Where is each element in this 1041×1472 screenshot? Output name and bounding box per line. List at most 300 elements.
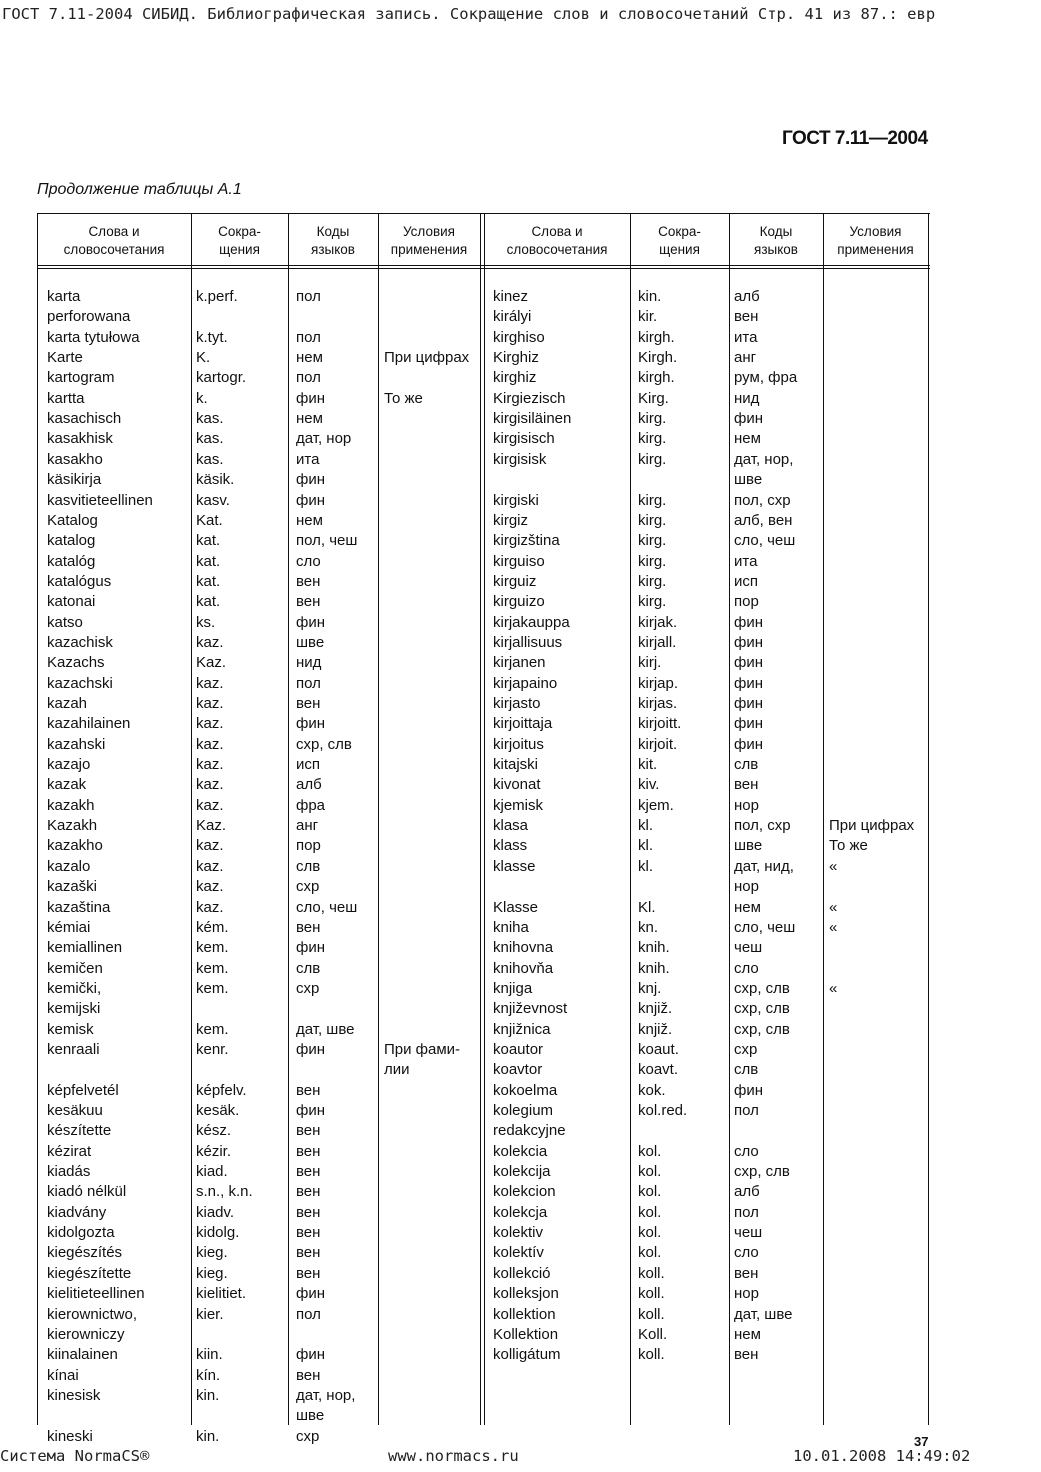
header-cond-right (823, 223, 928, 259)
right-lang-codes-cell: нор (734, 1285, 759, 1303)
left-term-cell: képfelvetél (47, 1081, 119, 1099)
header-cond-left (378, 223, 480, 259)
footer-website[interactable]: www.normacs.ru (388, 1447, 519, 1465)
right-term-cell: klasa (493, 817, 529, 835)
header-line: Коды (316, 224, 350, 239)
left-abbr-cell: kidolg. (196, 1224, 240, 1242)
right-lang-codes-cell: дат, шве (734, 1305, 793, 1323)
left-lang-codes-cell: вен (296, 1264, 321, 1282)
left-lang-codes-cell: шве (296, 1407, 325, 1425)
right-term-cell: koautor (493, 1040, 544, 1058)
left-lang-codes-cell: шве (296, 633, 325, 651)
header-line: словосочетания (506, 242, 608, 257)
left-term-cell: kenraali (47, 1040, 100, 1058)
right-term-cell: kolekcion (493, 1183, 556, 1201)
left-term-cell: kielitieteellinen (47, 1285, 145, 1303)
left-abbr-cell: kier. (196, 1305, 224, 1323)
left-condition-cell: При цифрах (384, 349, 470, 367)
right-lang-codes-cell: сло (734, 1142, 759, 1160)
left-term-cell: kiinalainen (47, 1346, 118, 1364)
left-term-cell: kiadó nélkül (47, 1183, 127, 1201)
right-lang-codes-cell: фин (734, 674, 764, 692)
left-term-cell: kazakh (47, 796, 95, 814)
right-abbr-cell: kirjoitt. (638, 715, 682, 733)
right-lang-codes-cell: ита (734, 328, 758, 346)
left-term-cell: kazahilainen (47, 715, 131, 733)
left-abbr-cell: kin. (196, 1427, 220, 1445)
left-abbr-cell: kaz. (196, 837, 224, 855)
left-lang-codes-cell: пол (296, 674, 321, 692)
left-term-cell: kartogram (47, 369, 115, 387)
right-abbr-cell: koavt. (638, 1061, 679, 1079)
left-lang-codes-cell: сло, чеш (296, 898, 358, 916)
right-term-cell: kokoelma (493, 1081, 558, 1099)
right-lang-codes-cell: алб, вен (734, 511, 793, 529)
right-term-cell: kolektiv (493, 1224, 544, 1242)
right-lang-codes-cell: вен (734, 776, 759, 794)
left-lang-codes-cell: вен (296, 1203, 321, 1221)
left-lang-codes-cell: нид (296, 654, 322, 672)
header-line: щения (219, 242, 260, 257)
right-abbr-cell: kok. (638, 1081, 666, 1099)
left-term-cell: kiegészítés (47, 1244, 123, 1262)
right-term-cell: kirjasto (493, 695, 541, 712)
header-line: применения (390, 242, 468, 257)
right-term-cell: klasse (493, 857, 536, 875)
header-lang-left (288, 223, 378, 259)
right-term-cell: kirjoittaja (493, 715, 553, 733)
left-term-cell: kazahski (47, 735, 106, 753)
right-lang-codes-cell: фин (734, 1081, 764, 1099)
left-abbr-cell: kiadv. (196, 1203, 235, 1221)
left-lang-codes-cell: пол (296, 369, 321, 387)
left-term-cell: kazachski (47, 674, 113, 692)
left-abbr-cell: kas. (196, 430, 224, 448)
right-lang-codes-cell: исп (734, 572, 759, 590)
left-abbr-cell: kem. (196, 939, 229, 957)
left-term-cell: kemiallinen (47, 939, 123, 957)
browser-title: ГОСТ 7.11-2004 СИБИД. Библиографическая запись. Сокращение слов и словосочетаний Стр. 41 из 87.: евр (2, 5, 936, 23)
left-term-cell: kazachisk (47, 633, 113, 651)
right-abbr-cell: Kirg. (638, 389, 669, 407)
header-line: языков (311, 242, 355, 257)
right-lang-codes-cell: шве (734, 471, 763, 489)
right-term-cell: kollekció (493, 1264, 551, 1282)
left-term-cell: Kazakh (47, 817, 98, 835)
right-abbr-cell: kirg. (638, 430, 667, 448)
left-abbr-cell: kat. (196, 572, 221, 590)
right-abbr-cell: kit. (638, 756, 658, 774)
left-lang-codes-cell: вен (296, 1183, 321, 1201)
right-lang-codes-cell: пор (734, 593, 759, 611)
header-line: словосочетания (63, 242, 165, 257)
right-abbr-cell: kin. (638, 288, 662, 305)
left-abbr-cell: k. (196, 389, 208, 407)
right-term-cell: kirjanen (493, 654, 546, 672)
left-term-cell: katalógus (47, 572, 112, 590)
left-term-cell: Katalog (47, 511, 98, 529)
left-abbr-cell: K. (196, 349, 211, 367)
left-lang-codes-cell: фин (296, 1346, 326, 1364)
right-abbr-cell: koll. (638, 1285, 665, 1303)
col-border-double (484, 213, 485, 1425)
right-abbr-cell: kl. (638, 817, 653, 835)
left-lang-codes-cell: фин (296, 939, 326, 957)
left-abbr-cell: kaz. (196, 776, 224, 794)
right-abbr-cell: kirg. (638, 410, 667, 428)
right-lang-codes-cell: нор (734, 878, 759, 896)
right-lang-codes-cell: слв (734, 756, 759, 774)
left-lang-codes-cell: пол (296, 288, 321, 305)
left-lang-codes-cell: вен (296, 1081, 321, 1099)
left-lang-codes-cell: нем (296, 410, 323, 428)
left-term-cell: kazaški (47, 878, 98, 896)
left-lang-codes-cell: схр, слв (296, 735, 352, 753)
right-lang-codes-cell: дат, нид, (734, 857, 794, 875)
header-line: Условия (403, 224, 455, 239)
left-lang-codes-cell: вен (296, 1366, 321, 1384)
right-lang-codes-cell: нид (734, 389, 760, 407)
left-term-cell: kemičen (47, 959, 103, 977)
right-abbr-cell: kirgh. (638, 369, 675, 387)
left-condition-cell: лии (384, 1061, 410, 1079)
right-lang-codes-cell: пол (734, 1102, 759, 1119)
right-condition-cell: « (829, 898, 838, 916)
left-term-cell: kiadás (47, 1163, 91, 1181)
right-term-cell: kirghiz (493, 369, 537, 387)
left-lang-codes-cell: фин (296, 1285, 326, 1303)
left-lang-codes-cell: пол, чеш (296, 532, 358, 550)
right-term-cell: kirgiz (493, 511, 529, 529)
right-condition-cell: « (829, 979, 838, 997)
right-term-cell: kolekcija (493, 1163, 551, 1181)
right-lang-codes-cell: нем (734, 430, 761, 448)
right-term-cell: knihovňa (493, 959, 554, 977)
left-abbr-cell: kaz. (196, 878, 224, 896)
left-abbr-cell: kaz. (196, 796, 224, 814)
right-term-cell: királyi (493, 308, 532, 326)
right-lang-codes-cell: дат, нор, (734, 450, 794, 468)
col-border (928, 213, 929, 1425)
right-term-cell: kolekcia (493, 1142, 548, 1160)
right-abbr-cell: koll. (638, 1264, 665, 1282)
left-abbr-cell: kaz. (196, 715, 224, 733)
left-lang-codes-cell: фин (296, 491, 326, 509)
left-lang-codes-cell: вен (296, 572, 321, 590)
right-abbr-cell: Kl. (638, 898, 656, 916)
right-term-cell: kirguiso (493, 552, 545, 570)
right-term-cell: Kirghiz (493, 349, 539, 367)
right-lang-codes-cell: схр, слв (734, 1020, 790, 1038)
right-lang-codes-cell: схр, слв (734, 1000, 790, 1018)
left-term-cell: készítette (47, 1122, 112, 1140)
left-abbr-cell: kaz. (196, 898, 224, 916)
left-term-cell: kazajo (47, 756, 91, 774)
left-abbr-cell: kartogr. (196, 369, 247, 387)
col-border-double (480, 213, 481, 1425)
left-lang-codes-cell: слв (296, 959, 321, 977)
right-abbr-cell: kol. (638, 1183, 662, 1201)
left-lang-codes-cell: вен (296, 1244, 321, 1262)
right-abbr-cell: knj. (638, 979, 662, 997)
right-lang-codes-cell: алб (734, 1183, 760, 1201)
right-lang-codes-cell: фин (734, 695, 764, 712)
left-term-cell: kierowniczy (47, 1325, 125, 1343)
left-lang-codes-cell: фин (296, 389, 326, 407)
header-abbr-right (630, 223, 729, 259)
right-abbr-cell: Kirgh. (638, 349, 678, 367)
right-lang-codes-cell: фин (734, 633, 764, 651)
right-term-cell: kivonat (493, 776, 541, 794)
left-abbr-cell: ks. (196, 613, 216, 631)
header-line: Условия (849, 224, 902, 239)
right-abbr-cell: kirg. (638, 593, 667, 611)
left-lang-codes-cell: фин (296, 1102, 326, 1119)
right-term-cell: kolegium (493, 1102, 554, 1119)
right-lang-codes-cell: фин (734, 735, 764, 753)
right-lang-codes-cell: вен (734, 1264, 759, 1282)
right-abbr-cell: kol. (638, 1163, 662, 1181)
right-term-cell: klass (493, 837, 528, 855)
right-term-cell: kirguiz (493, 572, 537, 590)
right-lang-codes-cell: фин (734, 654, 764, 672)
right-abbr-cell: kirg. (638, 450, 667, 468)
left-term-cell: kazaština (47, 898, 111, 916)
left-term-cell: kartta (47, 389, 85, 407)
right-abbr-cell: knih. (638, 939, 670, 957)
left-lang-codes-cell: анг (296, 817, 319, 835)
left-abbr-cell: kézir. (196, 1142, 232, 1160)
header-line: щения (659, 242, 700, 257)
right-abbr-cell: kol. (638, 1244, 662, 1262)
left-term-cell: Karte (47, 349, 83, 367)
left-abbr-cell: kín. (196, 1366, 221, 1384)
left-abbr-cell: k.perf. (196, 288, 238, 305)
left-lang-codes-cell: исп (296, 756, 321, 774)
right-term-cell: kirghiso (493, 328, 545, 346)
right-term-cell: kolleksjon (493, 1285, 559, 1303)
right-lang-codes-cell: сло, чеш (734, 532, 796, 550)
right-abbr-cell: kirg. (638, 532, 667, 550)
col-border (630, 213, 631, 1425)
left-abbr-cell: kin. (196, 1386, 220, 1404)
left-condition-cell: То же (384, 389, 423, 407)
header-abbr-left (191, 223, 288, 259)
right-term-cell: Kollektion (493, 1325, 559, 1343)
left-lang-codes-cell: вен (296, 1224, 321, 1242)
left-abbr-cell: kaz. (196, 756, 224, 774)
right-abbr-cell: kol. (638, 1203, 662, 1221)
left-abbr-cell: kaz. (196, 633, 224, 651)
left-abbr-cell: kat. (196, 593, 221, 611)
left-term-cell: katalóg (47, 552, 96, 570)
right-abbr-cell: kir. (638, 308, 658, 326)
right-term-cell: kolekcja (493, 1203, 548, 1221)
right-abbr-cell: kirjas. (638, 695, 678, 712)
right-lang-codes-cell: фин (734, 410, 764, 428)
right-abbr-cell: kirj. (638, 654, 662, 672)
left-lang-codes-cell: алб (296, 776, 322, 794)
header-line: Слова и (88, 224, 140, 239)
left-term-cell: käsikirja (47, 471, 102, 489)
left-lang-codes-cell: дат, нор (296, 430, 352, 448)
right-abbr-cell: knjiž. (638, 1020, 673, 1038)
header-lang-right (729, 223, 823, 259)
right-abbr-cell: kirg. (638, 552, 667, 570)
left-abbr-cell: kieg. (196, 1264, 228, 1282)
col-border (729, 213, 730, 1425)
left-lang-codes-cell: вен (296, 1142, 321, 1160)
right-term-cell: kirgiski (493, 491, 539, 509)
left-lang-codes-cell: фин (296, 471, 326, 489)
left-term-cell: kazah (47, 695, 88, 712)
right-term-cell: kjemisk (493, 796, 544, 814)
left-abbr-cell: kenr. (196, 1040, 229, 1058)
right-abbr-cell: kirg. (638, 572, 667, 590)
right-lang-codes-cell: фин (734, 613, 764, 631)
right-term-cell: Kirgiezisch (493, 389, 566, 407)
right-term-cell: koavtor (493, 1061, 543, 1079)
left-abbr-cell: kaz. (196, 674, 224, 692)
left-lang-codes-cell: фин (296, 715, 326, 733)
left-term-cell: kiadvány (47, 1203, 107, 1221)
left-abbr-cell: kat. (196, 532, 221, 550)
left-lang-codes-cell: фра (296, 796, 326, 814)
right-term-cell: kolligátum (493, 1346, 561, 1364)
right-abbr-cell: knih. (638, 959, 670, 977)
left-abbr-cell: k.tyt. (196, 328, 228, 346)
left-lang-codes-cell: сло (296, 552, 321, 570)
header-line: Сокра- (658, 224, 701, 239)
right-lang-codes-cell: шве (734, 837, 763, 855)
right-term-cell: kniha (493, 918, 529, 936)
left-term-cell: katso (47, 613, 83, 631)
col-border (191, 213, 192, 1425)
table-continuation-caption: Продолжение таблицы А.1 (37, 181, 242, 198)
right-abbr-cell: kirjak. (638, 613, 678, 631)
right-lang-codes-cell: пол, схр (734, 817, 791, 835)
left-abbr-cell: kat. (196, 552, 221, 570)
left-term-cell: kasakhisk (47, 430, 113, 448)
right-lang-codes-cell: алб (734, 288, 760, 305)
left-lang-codes-cell: слв (296, 857, 321, 875)
right-lang-codes-cell: нем (734, 1325, 761, 1343)
left-abbr-cell: kem. (196, 959, 229, 977)
left-term-cell: karta tytułowa (47, 328, 140, 346)
right-abbr-cell: kirjall. (638, 633, 677, 651)
col-border (288, 213, 289, 1425)
header-line: Коды (759, 224, 793, 239)
left-abbr-cell: kasv. (196, 491, 230, 509)
left-term-cell: kiegészítette (47, 1264, 132, 1282)
left-abbr-cell: käsik. (196, 471, 235, 489)
right-lang-codes-cell: схр (734, 1040, 758, 1058)
right-abbr-cell: koll. (638, 1346, 665, 1364)
header-line: применения (837, 242, 914, 257)
left-lang-codes-cell: вен (296, 918, 321, 936)
left-abbr-cell: képfelv. (196, 1081, 247, 1099)
right-term-cell: kirjapaino (493, 674, 558, 692)
right-abbr-cell: kirjoit. (638, 735, 678, 753)
header-words-left (37, 223, 191, 259)
header-words-right (484, 223, 630, 259)
right-abbr-cell: kol. (638, 1142, 662, 1160)
page-number: 37 (914, 1434, 929, 1449)
left-lang-codes-cell: ита (296, 450, 320, 468)
left-term-cell: perforowana (47, 308, 131, 326)
left-abbr-cell: kiin. (196, 1346, 223, 1364)
right-term-cell: kolektív (493, 1244, 544, 1262)
right-abbr-cell: kl. (638, 857, 653, 875)
right-lang-codes-cell: анг (734, 349, 757, 367)
right-term-cell: kirgisisk (493, 450, 547, 468)
right-lang-codes-cell: рум, фра (734, 369, 798, 387)
left-lang-codes-cell: дат, шве (296, 1020, 355, 1038)
right-term-cell: književnost (493, 1000, 568, 1018)
col-border (378, 213, 379, 1425)
left-term-cell: kínai (47, 1366, 79, 1384)
left-lang-codes-cell: дат, нор, (296, 1386, 356, 1404)
right-term-cell: redakcyjne (493, 1122, 566, 1140)
right-lang-codes-cell: ита (734, 552, 758, 570)
left-abbr-cell: Kat. (196, 511, 223, 529)
footer-datetime: 10.01.2008 14:49:02 (793, 1447, 971, 1465)
right-term-cell: kitajski (493, 756, 539, 774)
right-lang-codes-cell: нор (734, 796, 759, 814)
header-line: Сокра- (218, 224, 261, 239)
right-abbr-cell: kiv. (638, 776, 660, 794)
left-lang-codes-cell: вен (296, 695, 321, 712)
right-condition-cell: « (829, 918, 838, 936)
right-abbr-cell: kirjap. (638, 674, 679, 692)
left-term-cell: kineski (47, 1427, 93, 1445)
right-lang-codes-cell: вен (734, 308, 759, 326)
left-term-cell: kemički, (47, 979, 102, 997)
left-abbr-cell: kielitiet. (196, 1285, 247, 1303)
right-term-cell: knihovna (493, 939, 554, 957)
left-abbr-cell: kaz. (196, 857, 224, 875)
left-lang-codes-cell: схр (296, 979, 320, 997)
right-term-cell: knjiga (493, 979, 533, 997)
left-abbr-cell: kész. (196, 1122, 232, 1140)
left-lang-codes-cell: нем (296, 349, 323, 367)
left-abbr-cell: s.n., k.n. (196, 1183, 253, 1201)
left-abbr-cell: kesäk. (196, 1102, 240, 1119)
left-term-cell: katonai (47, 593, 96, 611)
left-term-cell: kasachisch (47, 410, 122, 428)
left-abbr-cell: kas. (196, 450, 224, 468)
right-term-cell: kirjoitus (493, 735, 544, 753)
right-term-cell: Klasse (493, 898, 539, 916)
footer-system: Система NormaCS® (0, 1447, 150, 1465)
right-abbr-cell: Koll. (638, 1325, 668, 1343)
header-line: Слова и (531, 224, 583, 239)
right-term-cell: kirgisisch (493, 430, 555, 448)
right-abbr-cell: koaut. (638, 1040, 679, 1058)
right-term-cell: kirgisiläinen (493, 410, 572, 428)
right-abbr-cell: kn. (638, 918, 659, 936)
left-term-cell: kesäkuu (47, 1102, 103, 1119)
right-lang-codes-cell: фин (734, 715, 764, 733)
col-border (823, 213, 824, 1425)
left-condition-cell: При фами- (384, 1040, 461, 1058)
right-abbr-cell: kol.red. (638, 1102, 688, 1119)
right-lang-codes-cell: нем (734, 898, 761, 916)
left-term-cell: kemisk (47, 1020, 94, 1038)
right-abbr-cell: kirg. (638, 491, 667, 509)
right-lang-codes-cell: схр, слв (734, 979, 790, 997)
right-term-cell: kirguizo (493, 593, 545, 611)
